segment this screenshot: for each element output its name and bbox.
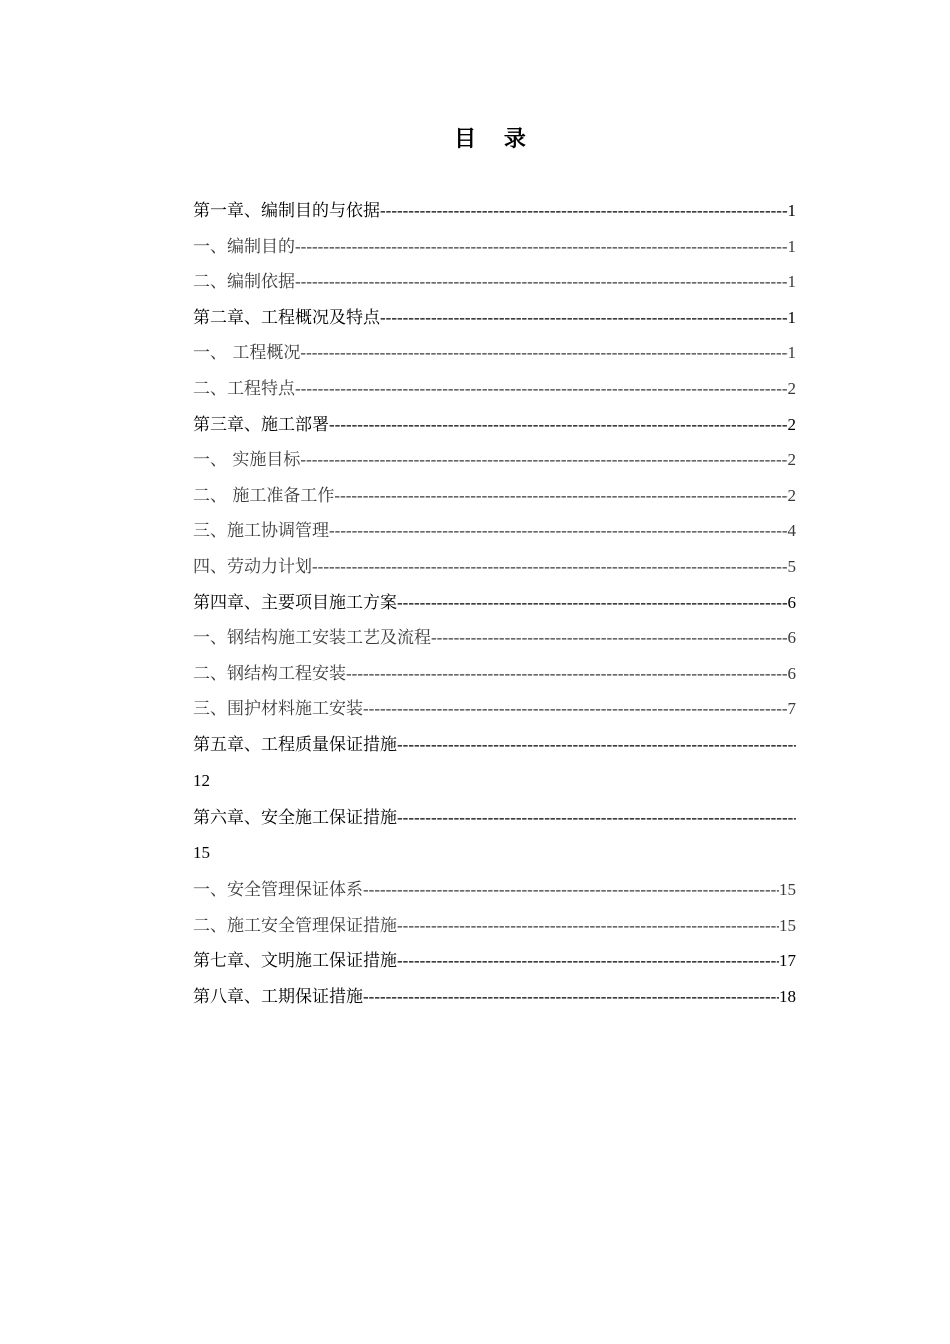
toc-section-entry[interactable] [193,233,796,269]
toc-leader-dashes [380,197,788,225]
toc-entry-text: 一、 实施目标 [193,450,301,471]
toc-page-number: 5 [787,556,796,576]
toc-page-number: 15 [779,880,796,900]
toc-chapter-entry[interactable] [193,304,796,340]
toc-page-number: 1 [787,307,796,327]
toc-chapter-entry[interactable] [193,197,796,233]
toc-entry-text: 第三章、施工部署 [193,414,329,435]
toc-page-number: 15 [193,843,210,863]
toc-leader-dashes [295,375,788,403]
toc-leader-dashes [397,589,788,617]
toc-section-entry[interactable] [193,339,796,375]
toc-section-entry[interactable] [193,695,796,731]
toc-entry-text: 三、施工协调管理 [193,521,329,542]
toc-list [193,197,796,1018]
toc-leader-dashes [295,268,788,296]
toc-leader-dashes [329,411,788,439]
toc-page-number: 1 [787,201,796,220]
toc-leader-dashes [346,660,788,688]
toc-leader-dashes [300,446,787,474]
toc-leader-dashes [397,912,779,940]
toc-entry-text: 第八章、工期保证措施 [193,986,363,1007]
toc-page-number: 12 [193,770,210,790]
toc-section-entry[interactable] [193,660,796,696]
toc-title: 目 录 [454,126,536,152]
toc-leader-dashes [431,624,788,652]
toc-leader-dashes [363,695,788,723]
toc-chapter-entry[interactable] [193,411,796,447]
toc-leader-dashes [300,339,787,367]
toc-page-number: 2 [787,485,796,505]
toc-leader-dashes [397,731,796,759]
toc-page-number: 6 [787,592,796,612]
toc-entry-text: 二、编制依据 [193,272,295,293]
toc-entry-text: 一、安全管理保证体系 [193,880,363,901]
toc-entry-text: 第五章、工程质量保证措施 [193,734,397,755]
toc-page-number: 1 [787,236,796,256]
toc-entry-text: 一、编制目的 [193,236,295,257]
toc-section-entry[interactable] [193,517,796,553]
toc-entry-text: 第二章、工程概况及特点 [193,307,380,328]
toc-section-entry[interactable] [193,624,796,660]
toc-section-entry[interactable] [193,268,796,304]
toc-leader-dashes [363,876,779,904]
toc-chapter-entry[interactable] [193,947,796,983]
toc-chapter-entry[interactable] [193,589,796,625]
toc-page-number: 1 [787,343,796,363]
toc-page-number: 4 [787,521,796,541]
toc-entry-text: 四、劳动力计划 [193,556,312,577]
toc-entry-text: 一、 工程概况 [193,343,301,364]
toc-page-number: 2 [787,450,796,470]
toc-page-number: 17 [779,951,796,971]
toc-entry-text: 二、施工安全管理保证措施 [193,915,397,936]
toc-entry-text: 二、 施工准备工作 [193,485,335,506]
toc-chapter-entry[interactable] [193,804,796,877]
toc-section-entry[interactable] [193,375,796,411]
toc-section-entry[interactable] [193,553,796,589]
toc-entry-text: 三、围护材料施工安装 [193,699,363,720]
toc-entry-text: 第六章、安全施工保证措施 [193,807,397,828]
toc-leader-dashes [397,804,796,832]
toc-section-entry[interactable] [193,446,796,482]
toc-leader-dashes [329,517,788,545]
toc-chapter-entry[interactable] [193,983,796,1019]
toc-page-number: 7 [787,699,796,719]
toc-page-number: 15 [779,915,796,935]
toc-page-number: 2 [787,378,796,398]
toc-leader-dashes [397,947,779,975]
toc-entry-text: 第七章、文明施工保证措施 [193,951,397,972]
toc-leader-dashes [295,233,788,261]
toc-page-number: 18 [779,986,796,1006]
toc-leader-dashes [334,482,787,510]
toc-entry-text: 二、钢结构工程安装 [193,663,346,684]
toc-chapter-entry[interactable] [193,731,796,804]
toc-entry-text: 第四章、主要项目施工方案 [193,592,397,613]
toc-page-number: 2 [787,414,796,434]
toc-entry-text: 一、钢结构施工安装工艺及流程 [193,628,431,649]
toc-leader-dashes [312,553,788,581]
toc-page-number: 6 [787,628,796,648]
toc-entry-text: 二、工程特点 [193,378,295,399]
toc-section-entry[interactable] [193,482,796,518]
toc-page-number: 6 [787,663,796,683]
toc-page-number: 1 [787,272,796,292]
toc-section-entry[interactable] [193,912,796,948]
toc-leader-dashes [380,304,788,332]
toc-section-entry[interactable] [193,876,796,912]
toc-entry-text: 第一章、编制目的与依据 [193,201,380,221]
toc-leader-dashes [363,983,779,1011]
